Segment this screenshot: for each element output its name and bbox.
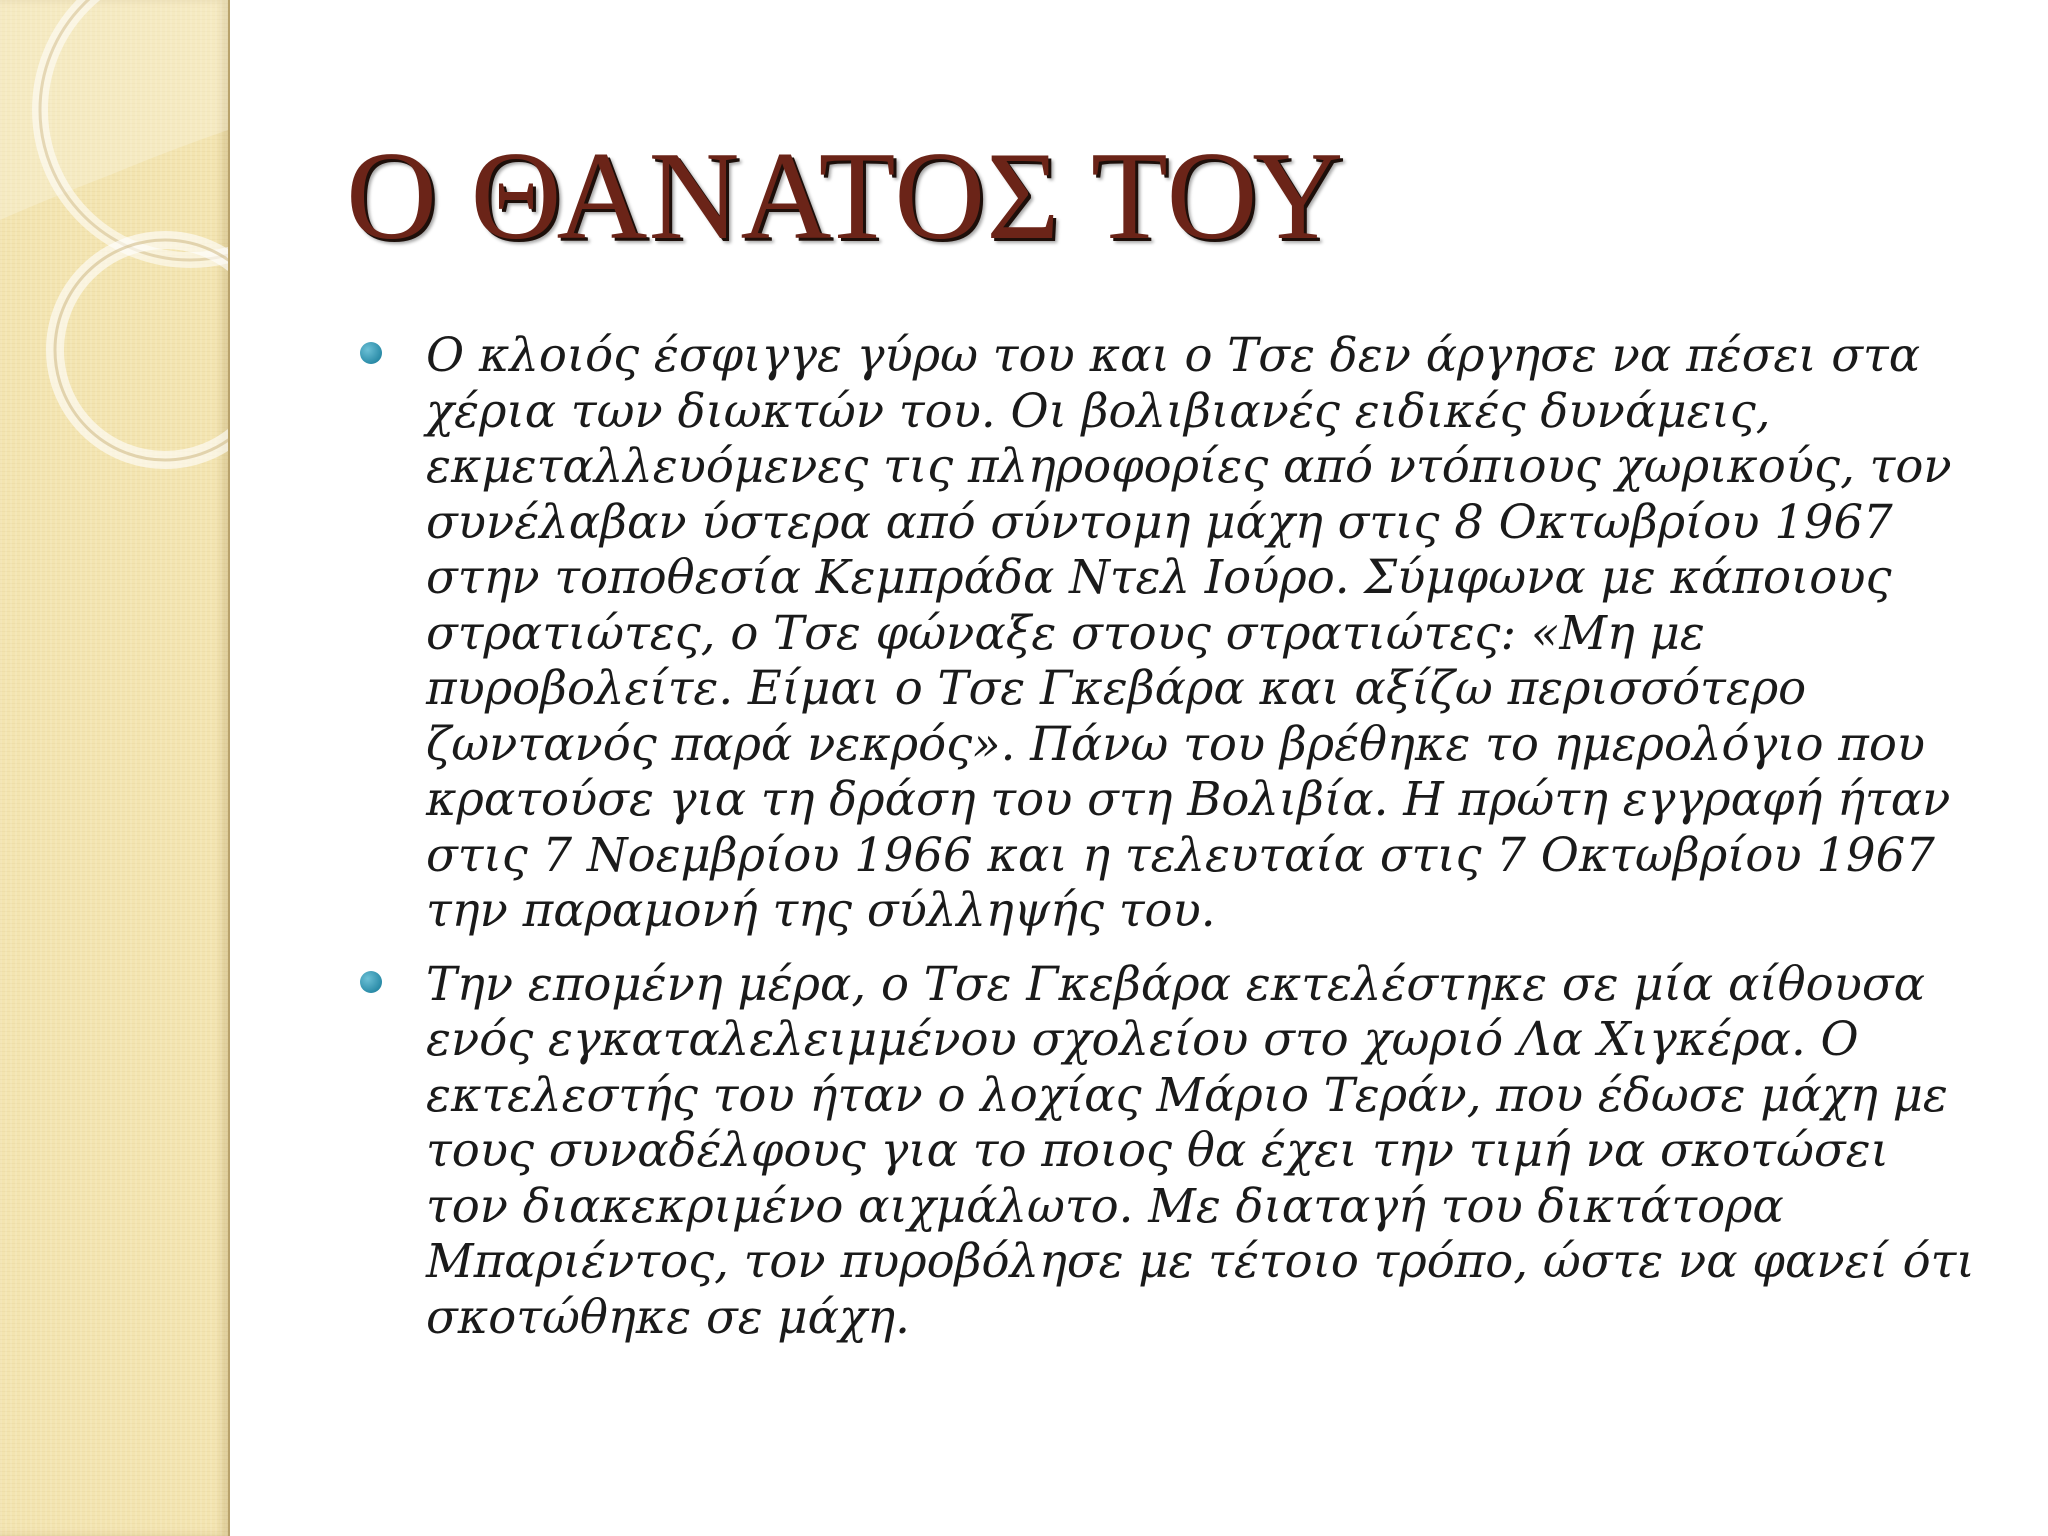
small-ring <box>55 240 228 460</box>
bullet-item <box>360 328 1980 939</box>
decorative-rings <box>0 0 228 1536</box>
bullet-dot-icon <box>360 971 382 993</box>
decorative-side-band <box>0 0 230 1536</box>
bullet-text: Ο κλοιός έσφιγγε γύρω του και ο Τσε δεν άργησε να πέσει στα χέρια των διωκτών του. Οι βολιβιανές ειδικές δυνάμεις, εκμεταλλευόμενες τις πληροφορίες από ντόπιους χωρικούς, τον συνέλαβαν ύστερα από σύντομη μάχη στις 8 Οκτωβρίου 1967 στην τοποθεσία Κεμπράδα Ντελ Ιούρο. Σύμφωνα με κάποιους στρατιώτες, ο Τσε φώναξε στους στρατιώτες: «Μη με πυροβολείτε. Είμαι ο Τσε Γκεβάρα και αξίζω περισσότερο ζωντανός παρά νεκρός». Πάνω του βρέθηκε το ημερολόγιο που κρατούσε για τη δράση του στη Βολιβία. Η πρώτη εγγραφή ήταν στις 7 Νοεμβρίου 1966 και η τελευταία στις 7 Οκτωβρίου 1967 την παραμονή της σύλληψής του. <box>426 328 1952 937</box>
bullet-list <box>360 328 1980 1363</box>
bullet-dot-icon <box>360 342 382 364</box>
bullet-item <box>360 957 1980 1346</box>
slide-title: Ο ΘΑΝΑΤΟΣ ΤΟΥ <box>346 127 1345 266</box>
bullet-text: Την επομένη μέρα, ο Τσε Γκεβάρα εκτελέστηκε σε μία αίθουσα ενός εγκαταλελειμμένου σχολείου στο χωριό Λα Χιγκέρα. Ο εκτελεστής του ήταν ο λοχίας Μάριο Τεράν, που έδωσε μάχη με τους συναδέλφους για το ποιος θα έχει την τιμή να σκοτώσει τον διακεκριμένο αιχμάλωτο. Με διαταγή του δικτάτορα Μπαριέντος, τον πυροβόλησε με τέτοιο τρόπο, ώστε να φανεί ότι σκοτώθηκε σε μάχη. <box>426 956 1975 1344</box>
